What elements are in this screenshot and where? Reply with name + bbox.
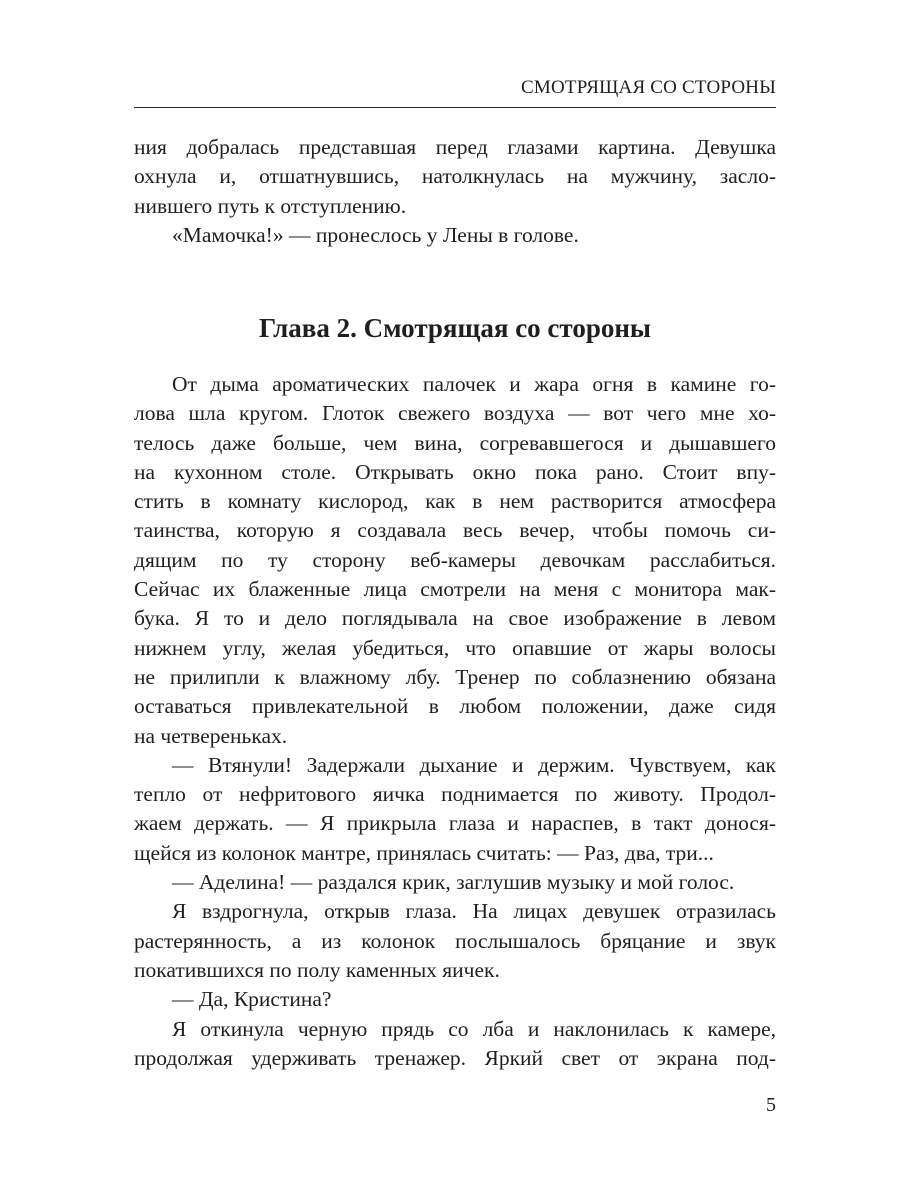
running-head: СМОТРЯЩАЯ СО СТОРОНЫ (521, 77, 776, 98)
text-line: оставаться привлекательной в любом положении, даже сидя (134, 694, 776, 719)
text-line: нижнем углу, желая убедиться, что опавшие от жары волосы (134, 635, 776, 660)
text-line: нившего путь к отступлению. (134, 193, 407, 218)
text-line: жаем держать. — Я прикрыла глаза и нараспев, в такт донося- (134, 811, 776, 836)
text-line: телось даже больше, чем вина, согревавшегося и дышавшего (134, 430, 776, 455)
page-number: 5 (766, 1094, 776, 1116)
text-line: лова шла кругом. Глоток свежего воздуха — вот чего мне хо- (134, 401, 776, 426)
chapter-title: Глава 2. Смотрящая со стороны (259, 313, 651, 343)
text-line: щейся из колонок мантре, принялась считать: — Раз, два, три... (134, 840, 714, 865)
text-line: — Аделина! — раздался крик, заглушив музыку и мой голос. (172, 870, 735, 895)
text-line: Я вздрогнула, открыв глаза. На лицах девушек отразилась (172, 899, 776, 924)
text-line: Я откинула черную прядь со лба и наклонилась к камере, (172, 1016, 776, 1041)
text-line: тепло от нефритового яичка поднимается по животу. Продол- (134, 782, 776, 807)
text-line: Сейчас их блаженные лица смотрели на меня с монитора мак- (134, 577, 776, 602)
text-line: таинства, которую я создавала весь вечер, чтобы помочь си- (134, 518, 776, 543)
text-line: продолжая удерживать тренажер. Яркий свет от экрана под- (134, 1045, 776, 1070)
text-line: на четвереньках. (134, 723, 288, 748)
text-line: покатившихся по полу каменных яичек. (134, 957, 500, 982)
text-line: стить в комнату кислород, как в нем растворится атмосфера (134, 489, 776, 514)
previous-chapter-ending (134, 133, 776, 250)
text-line: бука. Я то и дело поглядывала на свое изображение в левом (134, 606, 776, 631)
text-line: «Мамочка!» — пронеслось у Лены в голове. (172, 222, 579, 247)
text-line: — Втянули! Задержали дыхание и держим. Чувствуем, как (172, 752, 776, 777)
text-line: От дыма ароматических палочек и жара огня в камине го- (172, 372, 776, 396)
text-line: — Да, Кристина? (172, 987, 332, 1012)
text-line: ния добралась представшая перед глазами картина. Девушка (134, 135, 776, 159)
text-line: растерянность, а из колонок послышалось бряцание и звук (134, 928, 776, 953)
text-line: не прилипли к влажному лбу. Тренер по соблазнению обязана (134, 664, 776, 689)
text-line: на кухонном столе. Открывать окно пока рано. Стоит впу- (134, 459, 776, 484)
header-rule (134, 107, 776, 108)
chapter-body (134, 370, 776, 1073)
text-line: дящим по ту сторону веб-камеры девочкам расслабиться. (134, 547, 776, 572)
text-line: охнула и, отшатнувшись, натолкнулась на мужчину, засло- (134, 164, 776, 189)
